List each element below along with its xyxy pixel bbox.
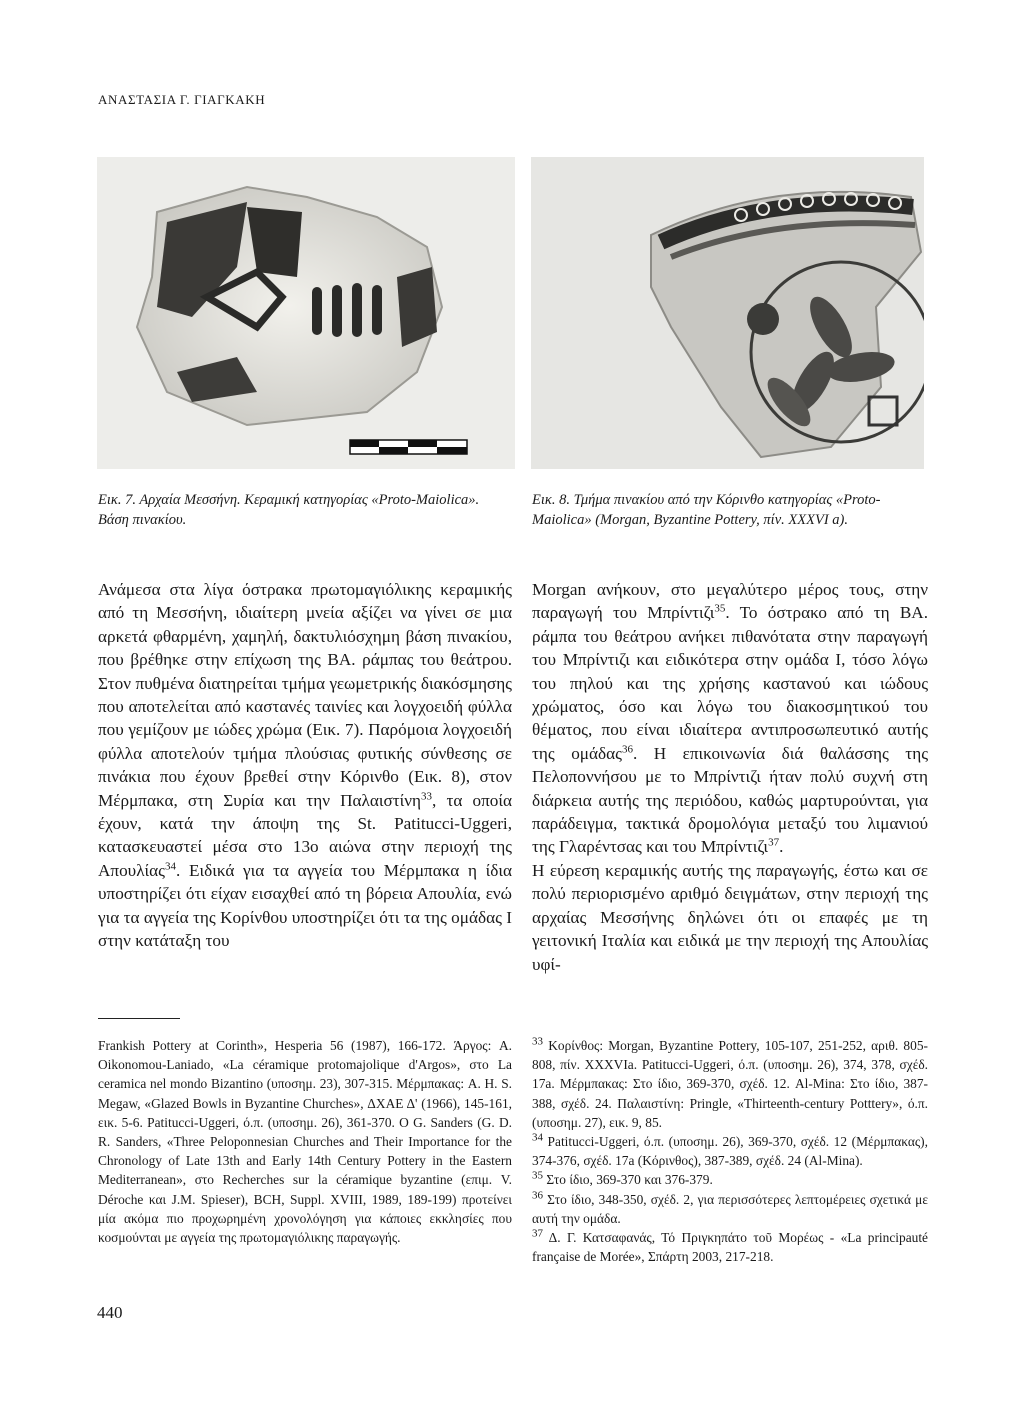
body-text-left-column	[98, 578, 512, 953]
footnote-number: 36	[532, 1189, 543, 1202]
body-text-segment: . Ειδικά για τα αγγεία του Μέρμπακα η ίδια υποστηρίζει ότι είχαν εισαχθεί από τη βόρεια Απουλία, ενώ για τα αγγεία της Κορίνθου υποστηρίζει ότι τα της ομάδας Ι στην κατάταξη του	[98, 860, 512, 951]
body-text-right-column	[532, 578, 928, 976]
figure-8-text: Τμήμα πινακίου από την Κόρινθο κατηγορίας «Proto-Maiolica» (Morgan, Byzantine Pottery, πίν. XXXVI a).	[532, 492, 881, 528]
body-paragraph: Η εύρεση κεραμικής αυτής της παραγωγής, έστω και σε πολύ περιορισμένο αριθμό δειγμάτων, στην περιοχή της αρχαίας Μεσσήνης δηλώνει ότι οι επαφές με τη γειτονική Ιταλία και ειδικά με την περιοχή της Απουλίας υφί-	[532, 860, 928, 974]
running-head: ΑΝΑΣΤΑΣΙΑ Γ. ΓΙΑΓΚΑΚΗ	[98, 92, 266, 107]
footnote-number: 35	[532, 1169, 543, 1182]
footnote-ref-36[interactable]: 36	[621, 743, 633, 756]
footnote-number: 34	[532, 1131, 543, 1144]
body-text-segment: , τα οποία έχουν, κατά την άποψη της St. Patitucci-Uggeri, κατασκευαστεί μέσα στο 13ο αιώνα στην περιοχή της Απουλίας	[98, 790, 512, 880]
figure-7-caption	[98, 490, 513, 530]
footnote-text: Κορίνθος: Morgan, Byzantine Pottery, 105-107, 251-252, αριθ. 805-808, πίν. XXXVIa. Patitucci-Uggeri, ό.π. (υποσημ. 26), 374, 378, σχέδ. 17a. Μέρμπακας: Στο ίδιο, 369-370, σχέδ. 12. Al-Mina: Στο ίδιο, 387-388, σχέδ. 24. Παλαιστίνη: Pringle, «Thirteenth-century Potttery», ό.π. (υποσημ. 27), εικ. 9, 85.	[532, 1038, 928, 1130]
body-paragraph	[532, 578, 928, 859]
footnote-number: 33	[532, 1035, 543, 1048]
body-text-segment: Ανάμεσα στα λίγα όστρακα πρωτομαγιόλικης κεραμικής από τη Μεσσήνη, ιδιαίτερη μνεία αξίζει να γίνει σε μια αρκετά φθαρμένη, χαμηλή, δακτυλιόσχημη βάση πινακίου, που βρέθηκε στην επίχωση της ΒΑ. ράμπας του θεάτρου. Στον πυθμένα διατηρείται τμήμα γεωμετρικής διακόσμησης που αποτελείται από καστανές ταινίες και λογχοειδή φύλλα που γεμίζουν με ιώδες χρώμα (Εικ. 7). Παρόμοια λογχοειδή φύλλα αποτελούν τμήμα πλούσιας φυτικής σύνθεσης σε πινάκια που έχουν βρεθεί στην Κόρινθο (Εικ. 8), στον Μέρμπακα, στη Συρία και την Παλαιστίνη	[98, 580, 512, 810]
body-text-segment: .	[779, 837, 784, 857]
footnote-ref-37[interactable]: 37	[768, 836, 780, 849]
figure-7-photo	[97, 157, 515, 469]
footnote-36	[532, 1190, 928, 1228]
footnote-separator	[98, 1018, 180, 1019]
figure-8-label: Εικ. 8.	[532, 492, 570, 508]
body-text-segment: . Η επικοινωνία διά θαλάσσης της Πελοποννήσου με το Μπρίντιζι ήταν πολύ συχνή στη διάρκεια αυτής της περιόδου, καθώς μαρτυρούνται, για παράδειγμα, τακτικά δρομολόγια μεταξύ του λιμανιού της Γλαρέντσας και του Μπρίντιζι	[532, 743, 928, 857]
footnote-text: Δ. Γ. Κατσαφανάς, Τό Πριγκηπάτο τοῦ Μορέως - «La principauté française de Morée», Σπάρτη 2003, 217-218.	[532, 1230, 928, 1265]
footnote-33	[532, 1036, 928, 1132]
footnote-ref-34[interactable]: 34	[164, 860, 176, 873]
footnote-ref-33[interactable]: 33	[421, 789, 433, 802]
footnote-ref-35[interactable]: 35	[714, 602, 726, 615]
figure-8-caption	[532, 490, 927, 530]
footnote-text: Patitucci-Uggeri, ό.π. (υποσημ. 26), 369-370, σχέδ. 12 (Μέρμπακας), 374-376, σχέδ. 17a (Κόρινθος), 387-389, σχέδ. 24 (Al-Mina).	[532, 1134, 928, 1169]
footnote-35	[532, 1170, 928, 1189]
plate-fragment-illustration	[531, 157, 924, 469]
figure-8-photo	[531, 157, 924, 469]
footnote-text: Στο ίδιο, 369-370 και 376-379.	[546, 1172, 713, 1188]
body-text-segment: . Το όστρακο από τη ΒΑ. ράμπα του θεάτρου ανήκει πιθανότατα στην παραγωγή του Μπρίντιζι και ειδικότερα στην ομάδα Ι, τόσο λόγω του πηλού και της χρήσης καστανού και ιώδους χρώματος, όσο και λόγω του διακοσμητικού του θέματος, που είναι ιδιαίτερα αντιπροσωπευτικό αυτής της ομάδας	[532, 603, 928, 763]
footnote-text: Στο ίδιο, 348-350, σχέδ. 2, για περισσότερες λεπτομέρειες σχετικά με αυτή την ομάδα.	[532, 1191, 928, 1226]
footnotes-right-column	[532, 1036, 928, 1266]
figure-7-label: Εικ. 7.	[98, 492, 136, 508]
footnote-number: 37	[532, 1227, 543, 1240]
page-number: 440	[97, 1303, 123, 1322]
figure-7-text: Αρχαία Μεσσήνη. Κεραμική κατηγορίας «Proto-Maiolica». Βάση πινακίου.	[98, 492, 480, 528]
footnote-continuation: Frankish Pottery at Corinth», Hesperia 56 (1987), 166-172. Άργος: A. Oikonomou-Laniado, «La céramique protomajolique d'Argos», στο La ceramica nel mondo Bizantino (υποσημ. 23), 307-315. Μέρμπακας: A. H. S. Megaw, «Glazed Bowls in Byzantine Churches», ΔΧΑΕ Δ' (1966), 145-161, εικ. 5-6. Patitucci-Uggeri, ό.π. (υποσημ. 26), 361-370. O G. Sanders (G. D. R. Sanders, «Three Peloponnesian Churches and Their Importance for the Chronology of Late 13th and Early 14th Century Pottery in the Eastern Mediterranean», στο Recherches sur la céramique byzantine (επιμ. V. Déroche και J.M. Spieser), BCH, Suppl. XVIII, 1989, 189-199) προτείνει μία ακόμα πιο προχωρημένη χρονολόγηση για κάποιες εκκλησίες που κοσμούνται με αγγεία της πρωτομαγιόλικης παραγωγής.	[98, 1038, 512, 1246]
sherd-base-illustration	[97, 157, 515, 469]
footnote-37	[532, 1228, 928, 1266]
footnotes-left-column	[98, 1036, 512, 1247]
body-paragraph	[98, 578, 512, 953]
body-text-segment: Morgan ανήκουν, στο μεγαλύτερο μέρος τους, στην παραγωγή του Μπρίντιζι	[532, 580, 928, 623]
footnote-34	[532, 1132, 928, 1170]
